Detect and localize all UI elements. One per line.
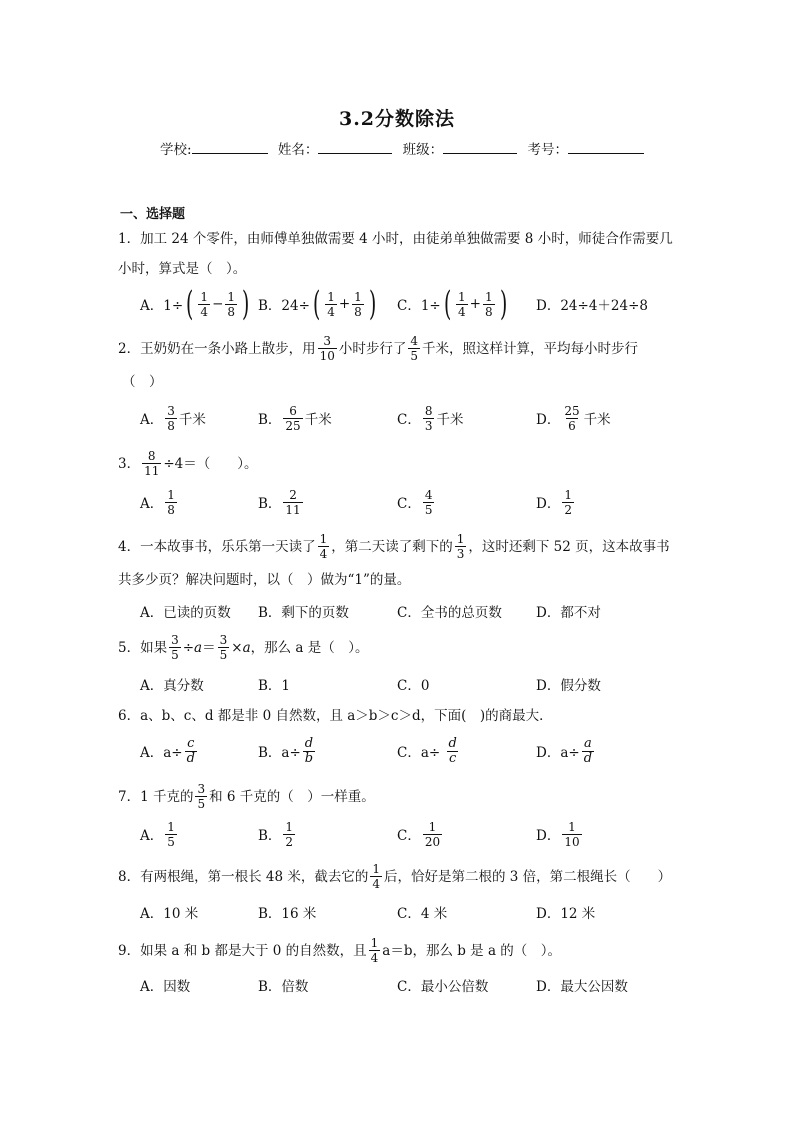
fraction: $\frac{a}{d}$	[583, 735, 593, 766]
option-b: B．倍数	[258, 979, 309, 995]
question-3: 3． $\frac{8}{11}$ ÷4＝（ ）。	[118, 449, 258, 478]
question-5: 5．如果 $\frac{3}{5}$ ÷ a ＝ $\frac{3}{5}$ × a ，那么 a 是（ ）。	[118, 633, 369, 662]
option-a: A．因数	[140, 979, 191, 995]
option-b: B． $\frac{1}{2}$	[258, 819, 294, 849]
option-d: D．假分数	[536, 678, 601, 694]
fraction: $\frac{4}{5}$	[424, 487, 433, 517]
question-6: 6．a、b、c、d 都是非 0 自然数，且 a＞b＞c＞d，下面( )的商最大．	[118, 708, 553, 724]
option-a: A．真分数	[140, 678, 204, 694]
question-8-options	[140, 892, 700, 932]
fraction: $\frac{8}{3}$	[424, 403, 433, 433]
option-c: C．全书的总页数	[397, 605, 502, 621]
fraction: $\frac{c}{d}$	[186, 735, 195, 766]
option-b: B． $\frac{6}{25}$ 千米	[258, 403, 332, 433]
option-d: D． $\frac{1}{10}$	[536, 819, 580, 849]
question-9-options	[140, 965, 700, 1005]
question-9: 9．如果 a 和 b 都是大于 0 的自然数，且 $\frac{1}{4}$ a＝b，那么 b 是 a 的（ ）。	[118, 936, 562, 965]
question-4-line2: 共多少页？解决问题时，以（ ）做为“1”的量。	[118, 572, 411, 588]
option-d: D．最大公因数	[536, 979, 628, 995]
option-a: A．10 米	[140, 906, 199, 922]
fraction: $\frac{1}{10}$	[564, 819, 580, 849]
option-b: B．a÷ $\frac{d}{b}$	[258, 735, 314, 766]
fraction: $\frac{1}{4}$	[327, 289, 335, 319]
class-blank	[443, 139, 517, 154]
name-label: 姓名：	[277, 142, 319, 158]
fraction: $\frac{1}{4}$	[319, 532, 328, 561]
option-a: A． $\frac{1}{5}$	[140, 819, 175, 849]
option-b: B． $\frac{2}{11}$	[258, 487, 301, 517]
option-b: B．24÷ ( $\frac{1}{4}$ + $\frac{1}{8}$ )	[258, 284, 377, 324]
fraction: $\frac{1}{2}$	[285, 819, 294, 849]
fraction: $\frac{25}{6}$	[564, 403, 580, 433]
fraction: $\frac{1}{8}$	[227, 289, 236, 319]
fraction: $\frac{d}{b}$	[304, 735, 314, 766]
option-d: D．24÷4＋24÷8	[536, 298, 648, 314]
option-b: B．剩下的页数	[258, 605, 349, 621]
question-8: 8．有两根绳，第一根长 48 米，截去它的 $\frac{1}{4}$ 后，恰好是第二根的 3 倍，第二根绳长（ ）	[118, 862, 672, 891]
question-1-line2: 小时，算式是（ ）。	[118, 261, 247, 277]
fraction: $\frac{3}{5}$	[171, 633, 179, 662]
fraction: $\frac{1}{8}$	[484, 289, 493, 319]
question-4-line1: 4．一本故事书，乐乐第一天读了 $\frac{1}{4}$ ，第二天读了剩下的 $\frac{1}{3}$ ，这时还剩下 52 页，这本故事书	[118, 532, 670, 561]
fraction: $\frac{1}{4}$	[370, 936, 379, 965]
number-label: 考号：	[527, 142, 568, 158]
section-heading: 一、选择题	[120, 207, 186, 222]
option-c: C． $\frac{1}{20}$	[397, 819, 441, 849]
number-blank	[568, 139, 644, 154]
fraction: $\frac{2}{11}$	[285, 487, 301, 517]
fraction: $\frac{1}{20}$	[424, 819, 441, 849]
question-1-line1: 1．加工 24 个零件，由师傅单独做需要 4 小时，由徒弟单独做需要 8 小时，师徒合作需要几	[118, 231, 673, 247]
fraction: $\frac{3}{10}$	[319, 334, 335, 363]
fraction: $\frac{3}{8}$	[167, 403, 175, 433]
option-a: A． $\frac{1}{8}$	[140, 487, 175, 517]
option-a: A．a÷ $\frac{c}{d}$	[140, 735, 195, 766]
option-c: C． $\frac{8}{3}$ 千米	[397, 403, 464, 433]
option-c: C．1÷ ( $\frac{1}{4}$ + $\frac{1}{8}$ )	[397, 284, 507, 324]
option-d: D． $\frac{25}{6}$ 千米	[536, 403, 611, 433]
option-b: B．16 米	[258, 906, 317, 922]
fraction: $\frac{d}{c}$	[448, 735, 457, 766]
student-info-line	[160, 138, 650, 158]
option-a: A．已读的页数	[140, 605, 231, 621]
fraction: $\frac{1}{4}$	[372, 862, 380, 891]
option-d: D．都不对	[536, 605, 601, 621]
option-d: D．a÷ $\frac{a}{d}$	[536, 735, 593, 766]
option-c: C．a÷ $\frac{d}{c}$	[397, 735, 457, 766]
question-2-line1: 2．王奶奶在一条小路上散步，用 $\frac{3}{10}$ 小时步行了 $\frac{4}{5}$ 千米，照这样计算，平均每小时步行	[118, 334, 639, 363]
question-5-options	[140, 664, 700, 704]
fraction: $\frac{1}{3}$	[456, 532, 465, 561]
fraction: $\frac{1}{2}$	[564, 487, 572, 517]
option-c: C．0	[397, 678, 430, 694]
fraction: $\frac{4}{5}$	[410, 334, 419, 363]
fraction: $\frac{3}{5}$	[219, 633, 228, 662]
class-label: 班级：	[402, 142, 444, 158]
question-6-options	[140, 731, 700, 771]
question-4-options	[140, 591, 700, 631]
fraction: $\frac{3}{5}$	[197, 782, 206, 811]
fraction: $\frac{1}{4}$	[200, 289, 209, 319]
school-blank	[192, 139, 268, 154]
school-label: 学校:	[160, 142, 192, 158]
option-c: C． $\frac{4}{5}$	[397, 487, 433, 517]
option-d: D．12 米	[536, 906, 596, 922]
fraction: $\frac{8}{11}$	[144, 449, 160, 478]
question-2-options	[140, 398, 700, 438]
fraction: $\frac{1}{5}$	[167, 819, 175, 849]
option-b: B．1	[258, 678, 291, 694]
question-1-options	[140, 284, 700, 324]
question-7: 7．1 千克的 $\frac{3}{5}$ 和 6 千克的（ ）一样重。	[118, 782, 375, 811]
page-title: 3.2分数除法	[338, 108, 456, 130]
fraction: $\frac{1}{4}$	[458, 289, 466, 319]
question-7-options	[140, 814, 700, 854]
option-c: C．最小公倍数	[397, 979, 489, 995]
question-3-options	[140, 482, 700, 522]
option-c: C．4 米	[397, 906, 448, 922]
fraction: $\frac{1}{8}$	[167, 487, 175, 517]
question-2-line2: （ ）	[122, 374, 163, 390]
option-a: A． $\frac{3}{8}$ 千米	[140, 403, 206, 433]
option-d: D． $\frac{1}{2}$	[536, 487, 572, 517]
option-a: A．1÷ ( $\frac{1}{4}$ − $\frac{1}{8}$ )	[140, 284, 250, 324]
fraction: $\frac{1}{8}$	[354, 289, 362, 319]
fraction: $\frac{6}{25}$	[285, 403, 301, 433]
name-blank	[318, 139, 392, 154]
